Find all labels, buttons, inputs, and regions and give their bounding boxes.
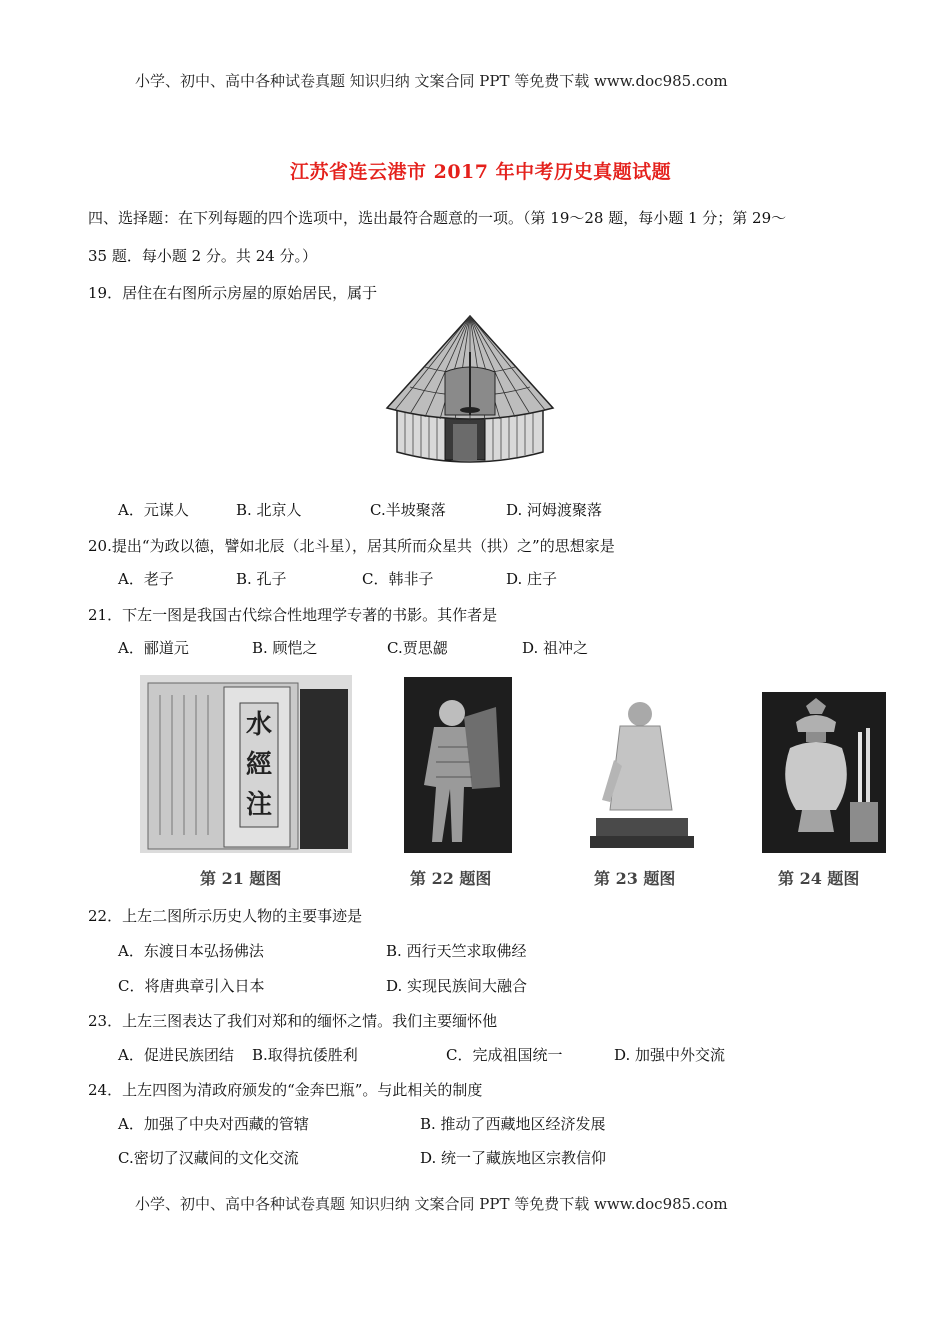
question-20-stem: 20.提出“为政以德，譬如北辰（北斗星），居其所而众星共（拱）之”的思想家是 [88,537,615,555]
q19-option-b: B. 北京人 [236,501,302,519]
hut-figure [385,312,555,474]
q23-option-d: D. 加强中外交流 [614,1046,726,1064]
q24-option-d: D. 统一了藏族地区宗教信仰 [420,1149,607,1167]
q20-option-a: A．老子 [118,570,174,588]
instructions-line-2: 35 题．每小题 2 分。共 24 分。） [88,247,318,265]
figure-22-portrait [404,677,512,853]
q24-option-a: A．加强了中央对西藏的管辖 [118,1115,309,1133]
q21-option-c: C.贾思勰 [387,639,448,657]
q20-option-d: D. 庄子 [506,570,558,588]
q20-option-b: B. 孔子 [236,570,287,588]
q19-option-d: D. 河姆渡聚落 [506,501,603,519]
q22-option-c: C．将唐典章引入日本 [118,977,265,995]
figure-21-caption: 第 21 题图 [200,869,282,888]
figure-23-statue [588,690,696,853]
q23-option-c: C．完成祖国统一 [446,1046,563,1064]
q22-option-b: B. 西行天竺求取佛经 [386,942,527,960]
q22-option-a: A．东渡日本弘扬佛法 [118,942,264,960]
q23-option-b: B.取得抗倭胜利 [252,1046,358,1064]
q23-option-a: A．促进民族团结 [118,1046,234,1064]
question-21-stem: 21．下左一图是我国古代综合性地理学专著的书影。其作者是 [88,606,498,624]
figure-22-caption: 第 22 题图 [410,869,492,888]
q21-option-b: B. 顾恺之 [252,639,318,657]
q21-option-d: D. 祖冲之 [522,639,589,657]
figure-23-caption: 第 23 题图 [594,869,676,888]
question-23-stem: 23．上左三图表达了我们对郑和的缅怀之情。我们主要缅怀他 [88,1012,498,1030]
page-footer: 小学、初中、高中各种试卷真题 知识归纳 文案合同 PPT 等免费下载 www.doc985.com [135,1195,728,1213]
q21-option-a: A．郦道元 [118,639,189,657]
figure-24-caption: 第 24 题图 [778,869,860,888]
page-header: 小学、初中、高中各种试卷真题 知识归纳 文案合同 PPT 等免费下载 www.doc985.com [135,72,728,90]
instructions-line-1: 四、选择题：在下列每题的四个选项中，选出最符合题意的一项。（第 19～28 题，每小题 1 分；第 29～ [88,209,787,227]
exam-title: 江苏省连云港市 2017 年中考历史真题试题 [290,161,672,183]
figure-24-golden-urn [762,692,886,853]
q20-option-c: C．韩非子 [362,570,434,588]
q19-option-a: A．元谋人 [118,501,189,519]
question-22-stem: 22．上左二图所示历史人物的主要事迹是 [88,907,363,925]
q19-option-c: C.半坡聚落 [370,501,446,519]
q24-option-b: B. 推动了西藏地区经济发展 [420,1115,606,1133]
question-24-stem: 24．上左四图为清政府颁发的“金奔巴瓶”。与此相关的制度 [88,1081,483,1099]
figure-21-book-title: 水經注 [245,710,272,820]
q22-option-d: D. 实现民族间大融合 [386,977,528,995]
question-19-stem: 19．居住在右图所示房屋的原始居民，属于 [88,284,378,302]
q24-option-c: C.密切了汉藏间的文化交流 [118,1149,299,1167]
